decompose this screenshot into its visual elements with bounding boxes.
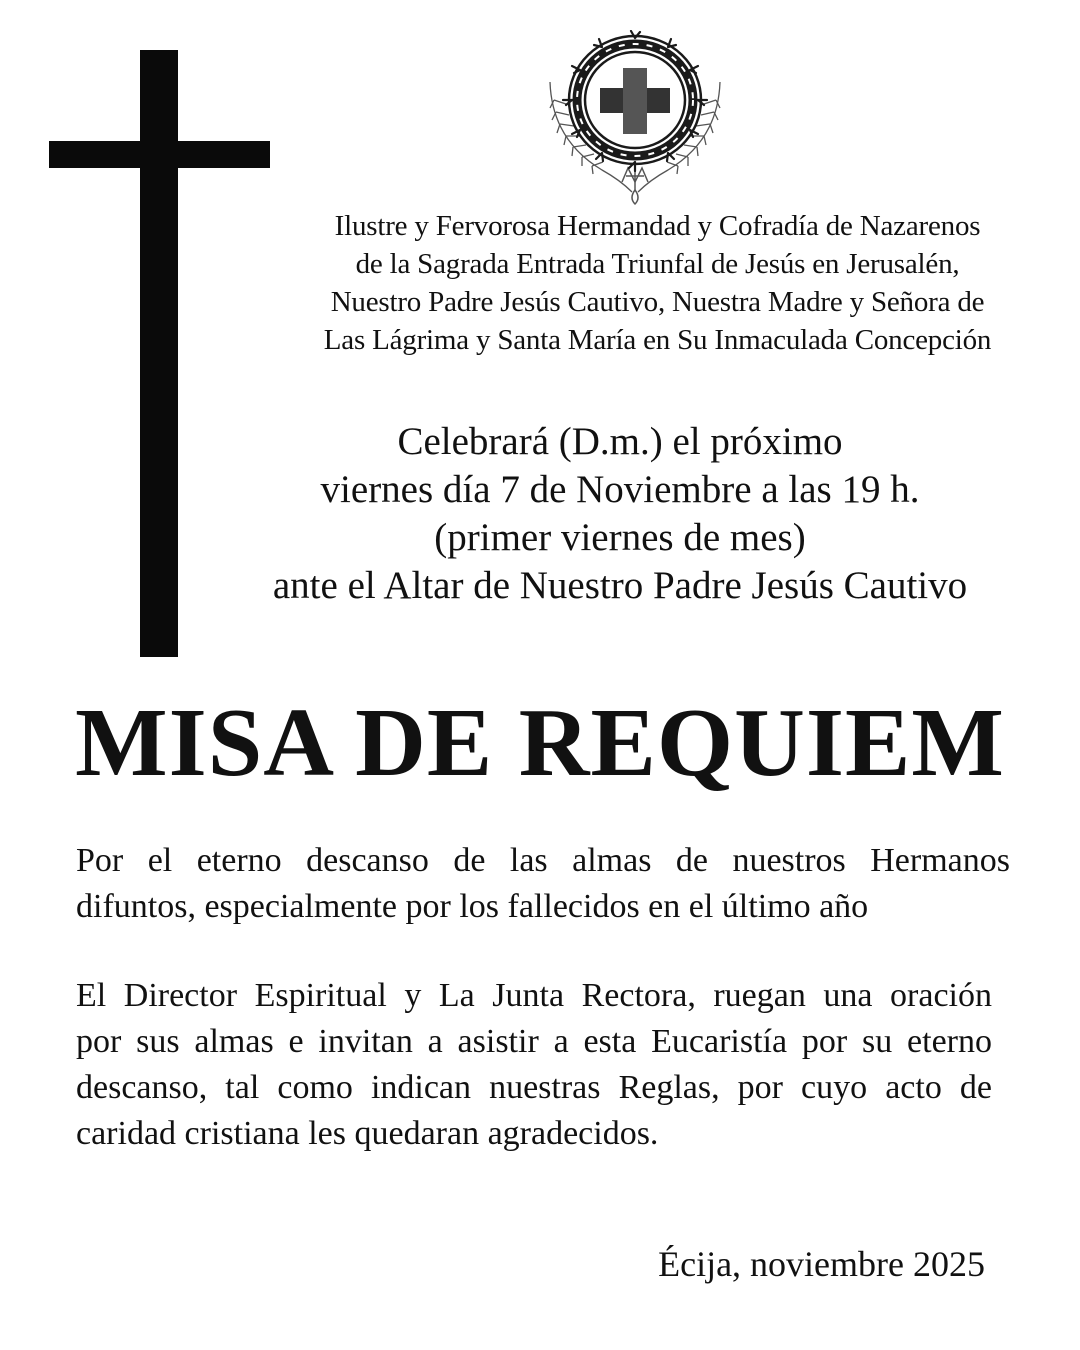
brotherhood-line: Las Lágrima y Santa María en Su Inmaculada Concepción <box>323 324 992 356</box>
announcement-line: viernes día 7 de Noviembre a las 19 h. <box>320 468 920 511</box>
paragraph-line: por sus almas e invitan a asistir a esta Eucaristía por su eterno <box>76 1023 992 1060</box>
brotherhood-name <box>280 207 1035 359</box>
paragraph-line: Por el eterno descanso de las almas de nuestros Hermanos <box>76 842 1010 879</box>
intention-paragraph <box>76 838 1010 930</box>
page-title: MISA DE REQUIEM <box>75 689 1005 797</box>
brotherhood-line: de la Sagrada Entrada Triunfal de Jesús en Jerusalén, <box>355 248 960 280</box>
place-date: Écija, noviembre 2025 <box>658 1244 985 1284</box>
paragraph-line: caridad cristiana les quedaran agradecidos. <box>76 1115 659 1152</box>
announcement-line: (primer viernes de mes) <box>434 516 806 559</box>
crown-of-thorns-cross-emblem-icon <box>540 30 730 210</box>
event-announcement <box>210 418 1030 610</box>
paragraph-line: El Director Espiritual y La Junta Rectora, ruegan una oración <box>76 977 992 1014</box>
announcement-line: ante el Altar de Nuestro Padre Jesús Cautivo <box>272 564 968 607</box>
announcement-line: Celebrará (D.m.) el próximo <box>397 420 843 463</box>
invitation-paragraph <box>76 973 992 1157</box>
brotherhood-line: Nuestro Padre Jesús Cautivo, Nuestra Madre y Señora de <box>330 286 985 318</box>
cross-horizontal-beam <box>49 141 270 168</box>
paragraph-line: difuntos, especialmente por los fallecidos en el último año <box>76 888 869 925</box>
paragraph-line: descanso, tal como indican nuestras Reglas, por cuyo acto de <box>76 1069 992 1106</box>
brotherhood-line: Ilustre y Fervorosa Hermandad y Cofradía de Nazarenos <box>334 210 981 242</box>
